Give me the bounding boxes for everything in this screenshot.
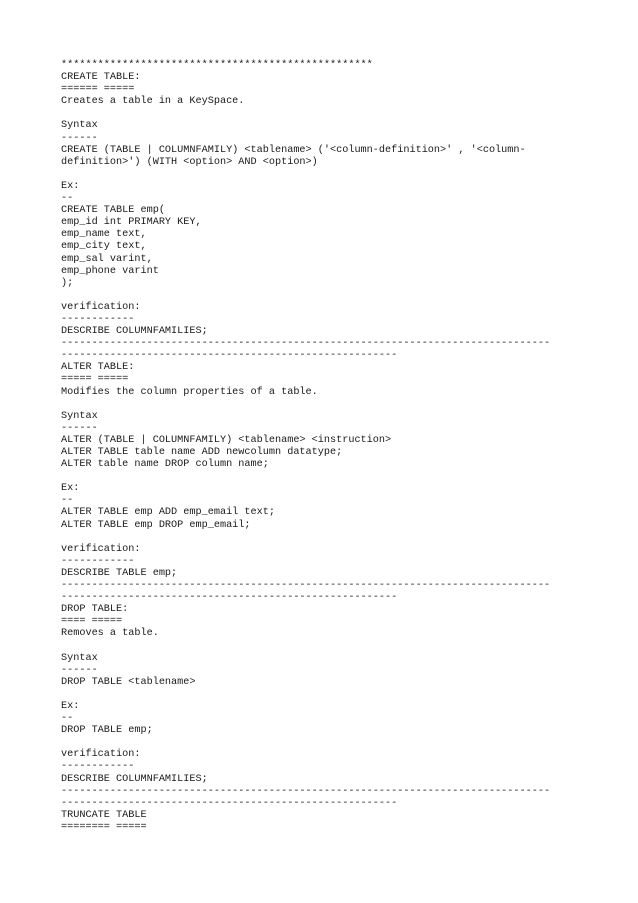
text-line: --------------------------------------------------------------------------------: [61, 580, 551, 592]
text-line: DESCRIBE COLUMNFAMILIES;: [61, 326, 208, 338]
text-line: ALTER TABLE table name ADD newcolumn datatype;: [61, 447, 343, 458]
text-line: ===== =====: [61, 374, 129, 386]
text-line: DROP TABLE emp;: [61, 725, 153, 737]
blank-line: [61, 290, 621, 302]
text-line: Removes a table.: [61, 628, 159, 640]
text-line: Ex:: [61, 483, 80, 495]
text-line: ------------: [61, 313, 135, 325]
text-line: --------------------------------------------------------------------------------: [61, 785, 551, 797]
text-line: emp_phone varint: [61, 265, 159, 277]
text-line: Ex:: [61, 180, 80, 192]
text-line: TRUNCATE TABLE: [61, 809, 147, 821]
text-line: -------------------------------------------------------: [61, 592, 398, 604]
text-line: --------------------------------------------------------------------------------: [61, 338, 551, 350]
text-line: CREATE (TABLE | COLUMNFAMILY) <tablename> ('<column-definition>' , '<column-: [61, 144, 526, 156]
blank-line: [61, 641, 621, 653]
text-line: ====== =====: [61, 84, 135, 96]
text-line: ALTER TABLE emp DROP emp_email;: [61, 519, 251, 531]
blank-line: [61, 737, 621, 749]
document-body: [61, 60, 621, 834]
blank-line: [61, 532, 621, 544]
text-line: Syntax: [61, 120, 98, 132]
blank-line: [61, 689, 621, 701]
blank-line: [61, 399, 621, 411]
text-line: ALTER (TABLE | COLUMNFAMILY) <tablename> <instruction>: [61, 434, 392, 446]
text-line: Syntax: [61, 410, 98, 422]
text-line: --: [61, 193, 74, 205]
text-line: ALTER TABLE:: [61, 362, 135, 374]
text-line: -------------------------------------------------------: [61, 350, 398, 362]
text-line: emp_sal varint,: [61, 253, 153, 265]
text-line: Syntax: [61, 652, 98, 664]
text-line: CREATE TABLE:: [61, 72, 141, 84]
text-line: CREATE TABLE emp(: [61, 205, 165, 217]
blank-line: [61, 108, 621, 120]
text-line: ------: [61, 422, 98, 434]
text-line: verification:: [61, 749, 141, 761]
text-line: ------------: [61, 555, 135, 567]
text-line: DROP TABLE:: [61, 604, 129, 616]
text-line: ALTER table name DROP column name;: [61, 459, 269, 471]
text-line: emp_city text,: [61, 241, 147, 253]
text-line: emp_name text,: [61, 229, 147, 241]
text-line: emp_id int PRIMARY KEY,: [61, 217, 202, 229]
blank-line: [61, 169, 621, 181]
text-line: --: [61, 495, 74, 507]
text-line: ------: [61, 664, 98, 676]
text-line: DROP TABLE <tablename>: [61, 676, 196, 688]
text-line: ------: [61, 132, 98, 144]
text-line: ------------: [61, 761, 135, 773]
text-line: Modifies the column properties of a table.: [61, 386, 318, 398]
text-line: --: [61, 713, 74, 725]
text-line: ALTER TABLE emp ADD emp_email text;: [61, 507, 275, 519]
text-line: Creates a table in a KeySpace.: [61, 96, 245, 108]
text-line: verification:: [61, 543, 141, 555]
text-line: DESCRIBE TABLE emp;: [61, 567, 178, 579]
text-line: definition>') (WITH <option> AND <option>): [61, 156, 318, 168]
text-line: ======== =====: [61, 821, 147, 833]
text-line: DESCRIBE COLUMNFAMILIES;: [61, 773, 208, 785]
text-line: verification:: [61, 301, 141, 313]
text-line: -------------------------------------------------------: [61, 797, 398, 809]
text-line: ==== =====: [61, 616, 123, 628]
blank-line: [61, 471, 621, 483]
text-line: );: [61, 277, 74, 289]
text-line: Ex:: [61, 700, 80, 712]
text-line: ***************************************************: [61, 60, 373, 71]
